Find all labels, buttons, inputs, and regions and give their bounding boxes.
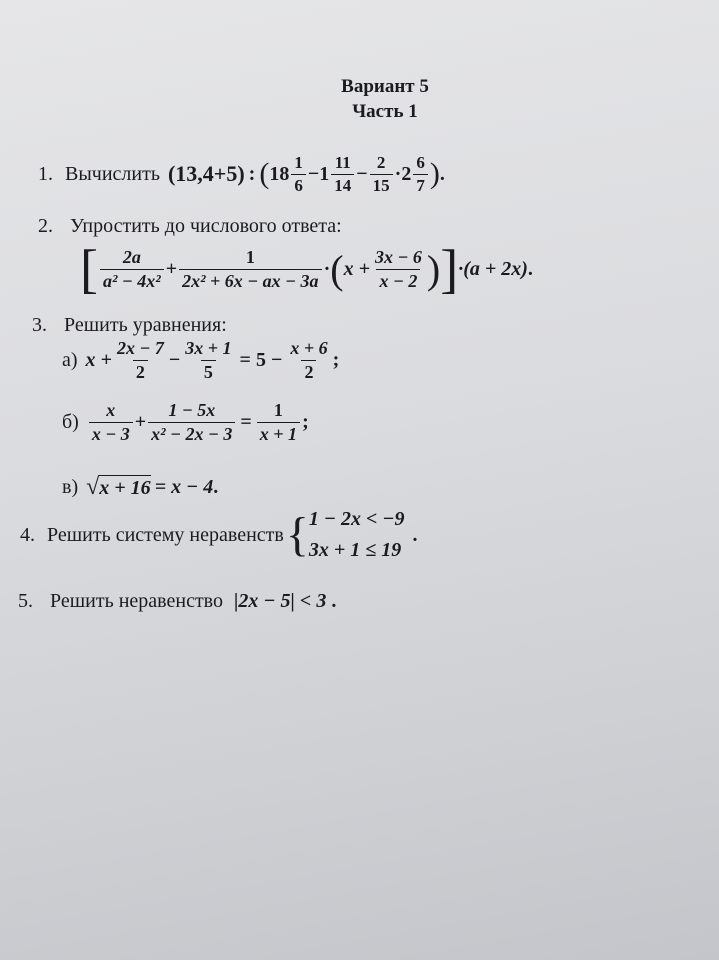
period: . (527, 257, 533, 280)
equation-c (62, 474, 218, 501)
minus-sign: − (356, 162, 368, 185)
period: . (213, 476, 219, 498)
fraction: $\frac{1}{\text{2x² + 6x − ax − 3a}}$ (179, 247, 321, 291)
fraction: $\frac{3x + 1}{5}$ (185, 338, 232, 382)
paren-open: ( (259, 157, 270, 191)
inequality-1: 1 − 2x < −9 (308, 508, 405, 530)
radicand: x + 16 (99, 477, 151, 499)
task-text: Решить систему неравенств (47, 523, 284, 546)
fraction: $\frac{x}{x - 3}$ (89, 400, 133, 444)
paren-open: ( (330, 246, 344, 292)
fraction: $\frac{2a}{\text{a² − 4x²}}$ (100, 247, 164, 291)
task-number: 1. (38, 162, 53, 185)
system-brace: { (285, 508, 309, 561)
fraction: $\frac{2x - 7}{2}$ (116, 338, 164, 382)
fraction: $\frac{6}{7}$ (413, 153, 428, 195)
task-number: 5. (18, 590, 33, 612)
semicolon: ; (332, 348, 340, 371)
minus-sign: − (168, 348, 181, 371)
bracket-open: [ (80, 239, 98, 299)
equation-a (62, 338, 339, 382)
fraction: $\frac{1}{x + 1}$ (257, 400, 300, 444)
minus-sign: − (307, 162, 320, 185)
task-text: Решить уравнения: (64, 314, 227, 336)
part-label: в) (62, 476, 79, 498)
part-label: а) (62, 348, 78, 371)
task-5 (18, 590, 336, 613)
fraction: $\frac{1}{6}$ (291, 153, 306, 195)
fraction: $\frac{1 - 5x}{\text{x² − 2x − 3}}$ (148, 400, 235, 444)
equation-b (62, 400, 309, 444)
fraction: $\frac{x + 6}{2}$ (290, 338, 328, 382)
task-number: 3. (32, 314, 47, 336)
fraction: $\frac{3x - 6}{x - 2}$ (374, 246, 422, 291)
equation-rest: = x − 4 (154, 476, 214, 498)
paren-close: ) (429, 157, 440, 191)
inequality-expression: |2x − 5| < 3 (234, 590, 327, 612)
expr-lead: (13,4+5) (167, 161, 245, 187)
equals-part: = 5 − (239, 348, 283, 371)
x-plus: x + (343, 257, 370, 280)
part-title: Часть 1 (352, 101, 418, 122)
system-inequalities (309, 504, 405, 566)
radical-sign: √ (86, 474, 100, 500)
mixed-whole: 2 (401, 162, 412, 185)
plus-sign: + (134, 410, 147, 433)
task-text: Упростить до числового ответа: (70, 215, 342, 237)
mixed-whole: 18 (269, 162, 290, 185)
inequality-2: 3x + 1 ≤ 19 (308, 539, 402, 561)
task-text: Вычислить (65, 162, 160, 185)
dot-sign: · (323, 257, 331, 280)
paren-close: ) (426, 246, 441, 292)
period: . (439, 162, 445, 185)
variant-title: Вариант 5 (341, 76, 429, 97)
task-number: 2. (38, 215, 53, 237)
dot-sign: · (394, 162, 402, 185)
expr-colon: : (248, 162, 256, 185)
equals-sign: = (240, 410, 252, 433)
task-text: Решить неравенство (50, 590, 223, 612)
bracket-close: ] (440, 239, 459, 299)
task-2 (38, 215, 342, 238)
fraction: $\frac{2}{15}$ (370, 153, 393, 195)
task-number: 4. (20, 523, 35, 546)
task-2-expression (80, 239, 533, 299)
period: . (331, 590, 337, 612)
period: . (412, 523, 418, 546)
expr-tail: ·(a + 2x) (458, 257, 528, 280)
task-1 (38, 153, 445, 195)
semicolon: ; (302, 410, 309, 433)
fraction: $\frac{11}{14}$ (331, 153, 354, 195)
mixed-whole: 1 (319, 162, 330, 185)
part-label: б) (62, 410, 79, 433)
plus-sign: + (165, 257, 178, 280)
x-plus: x + (85, 348, 112, 371)
task-3 (32, 314, 227, 337)
task-4 (20, 504, 418, 566)
